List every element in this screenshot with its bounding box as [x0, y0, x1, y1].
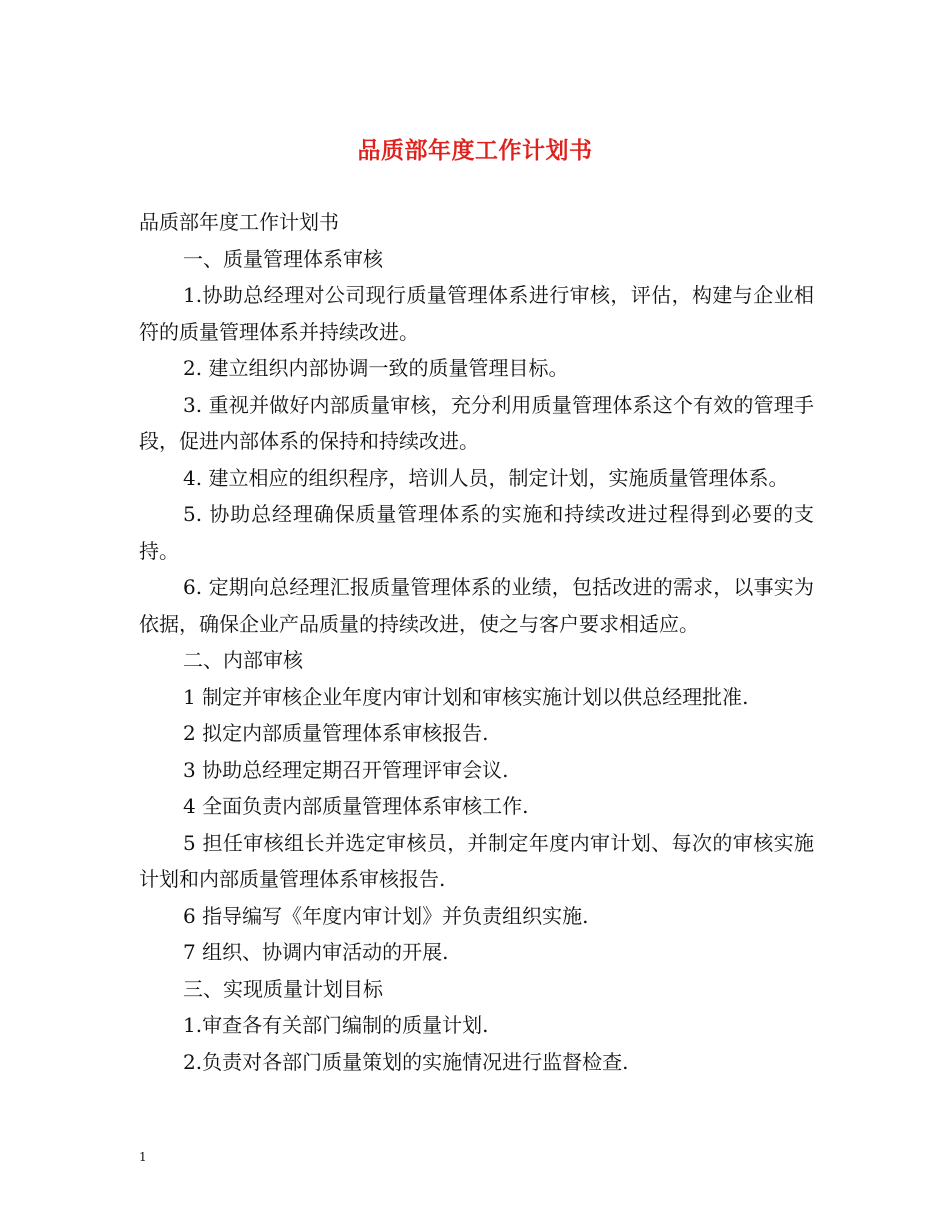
- section-heading: 三、实现质量计划目标: [183, 976, 383, 1001]
- paragraph: 5. 协助总经理确保质量管理体系的实施和持续改进过程得到必要的支持。: [139, 502, 814, 563]
- section-heading: 一、质量管理体系审核: [183, 246, 383, 271]
- paragraph: 1 制定并审核企业年度内审计划和审核实施计划以供总经理批准.: [183, 684, 749, 709]
- document-title: 品质部年度工作计划书: [357, 138, 593, 164]
- paragraph: 2. 建立组织内部协调一致的质量管理目标。: [183, 356, 569, 380]
- paragraph: 3 协助总经理定期召开管理评审会议.: [183, 757, 509, 782]
- paragraph: 6 指导编写《年度内审计划》并负责组织实施.: [183, 903, 589, 928]
- paragraph: 4. 建立相应的组织程序，培训人员，制定计划，实施质量管理体系。: [183, 465, 789, 490]
- paragraph: 5 担任审核组长并选定审核员，并制定年度内审计划、每次的审核实施计划和内部质量管理体系审核报告.: [139, 830, 814, 891]
- paragraph: 品质部年度工作计划书: [139, 210, 339, 234]
- paragraph: 2 拟定内部质量管理体系审核报告.: [183, 721, 489, 745]
- paragraph: 1.审查各有关部门编制的质量计划.: [183, 1013, 489, 1037]
- section-heading: 二、内部审核: [183, 648, 303, 672]
- paragraph: 6. 定期向总经理汇报质量管理体系的业绩，包括改进的需求，以事实为依据，确保企业产品质量的持续改进，使之与客户要求相适应。: [139, 575, 814, 636]
- paragraph: 2.负责对各部门质量策划的实施情况进行监督检查.: [183, 1049, 629, 1074]
- paragraph: 3. 重视并做好内部质量审核，充分利用质量管理体系这个有效的管理手段，促进内部体系的保持和持续改进。: [139, 392, 814, 453]
- document-body: [139, 204, 814, 1080]
- page-number: 1: [139, 1150, 147, 1164]
- paragraph: 4 全面负责内部质量管理体系审核工作.: [183, 794, 529, 818]
- paragraph: 7 组织、协调内审活动的开展.: [183, 940, 449, 964]
- paragraph: 1.协助总经理对公司现行质量管理体系进行审核，评估，构建与企业相符的质量管理体系并持续改进。: [139, 283, 814, 344]
